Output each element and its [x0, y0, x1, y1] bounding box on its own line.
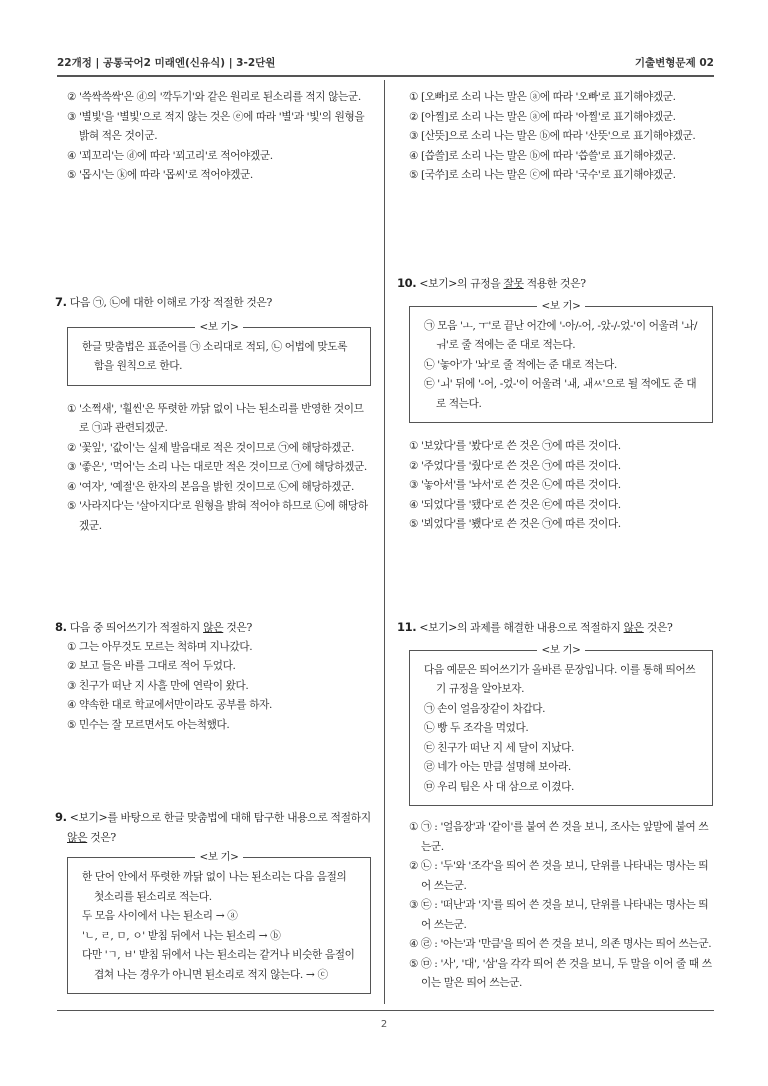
box-line: ㉢ 'ㅚ' 뒤에 '-어, -었-'이 어울려 'ㅙ, ㅙㅆ'으로 될 적에도 준 대로 적는다.: [424, 378, 697, 410]
example-box: [67, 851, 371, 994]
question-title: 9. <보기>를 바탕으로 한글 맞춤법에 대해 탐구한 내용으로 적절하지 않은 것은?: [55, 810, 371, 844]
question-8: [55, 618, 373, 735]
header-divider: [57, 75, 714, 77]
option[interactable]: ① '소쩍새', '훨씬'은 뚜렷한 까닭 없이 나는 된소리를 반영한 것이므로 ㉠과 관련되겠군.: [67, 402, 364, 434]
option[interactable]: ⑤ '뵈었다'를 '뵀다'로 쓴 것은 ㉠에 따른 것이다.: [409, 518, 621, 530]
option[interactable]: ① '보았다'를 '봤다'로 쓴 것은 ㉠에 따른 것이다.: [409, 440, 621, 452]
question-title: 8. 다음 중 띄어쓰기가 적절하지 않은 것은?: [55, 620, 252, 634]
option[interactable]: ① ㉠ : '얼음장'과 '같이'를 붙여 쓴 것을 보니, 조사는 앞말에 붙여 쓰는군.: [409, 821, 709, 853]
question-10: [397, 274, 715, 535]
box-line: ㉠ 손이 얼음장같이 차갑다.: [424, 702, 546, 715]
box-line: 'ㄴ, ㄹ, ㅁ, ㅇ' 받침 뒤에서 나는 된소리 → ⓑ: [82, 929, 281, 942]
box-line: ㉣ 네가 아는 만큼 설명해 보아라.: [424, 761, 571, 773]
option[interactable]: ② 보고 들은 바를 그대로 적어 두었다.: [67, 660, 236, 672]
option[interactable]: ④ 약속한 대로 학교에서만이라도 공부를 하자.: [67, 699, 272, 711]
options-list: [55, 400, 373, 537]
example-box-label: <보 기>: [537, 300, 584, 312]
option[interactable]: ⑤ 민수는 잘 모르면서도 아는척했다.: [67, 718, 230, 731]
question-title: 10. <보기>의 규정을 잘못 적용한 것은?: [397, 276, 586, 290]
example-box-label: <보 기>: [195, 851, 242, 863]
box-line: 다음 예문은 띄어쓰기가 올바른 문장입니다. 이를 통해 띄어쓰기 규정을 알아보자.: [424, 663, 696, 695]
box-line: 다만 'ㄱ, ㅂ' 받침 뒤에서 나는 된소리는 같거나 비슷한 음절이 겹쳐 나는 경우가 아니면 된소리로 적지 않는다. → ⓒ: [82, 949, 355, 981]
example-box: [67, 320, 371, 386]
footer-divider: [57, 1010, 714, 1011]
option[interactable]: ⑤ '몹시'는 ⓚ에 따라 '몹씨'로 적어야겠군.: [67, 169, 253, 181]
option[interactable]: ② '쓱싹쓱싹'은 ⓓ의 '깍두기'와 같은 원리로 된소리를 적지 않는군.: [67, 91, 361, 103]
options-list: [55, 638, 373, 736]
option[interactable]: ① [오빠]로 소리 나는 말은 ⓐ에 따라 '오빠'로 표기해야겠군.: [409, 91, 676, 103]
option[interactable]: ② '주었다'를 '줬다'로 쓴 것은 ㉠에 따른 것이다.: [409, 459, 621, 472]
question-9: [55, 808, 373, 994]
example-box: [409, 643, 713, 807]
header-course-info: 22개정 | 공통국어2 미래엔(신유식) | 3-2단원: [57, 57, 276, 69]
box-line: ㉡ 빵 두 조각을 먹었다.: [424, 722, 529, 734]
box-line: ㉢ 친구가 떠난 지 세 달이 지났다.: [424, 741, 574, 754]
option[interactable]: ③ '놓아서'를 '놔서'로 쓴 것은 ㉡에 따른 것이다.: [409, 479, 621, 491]
option[interactable]: ④ '꾀꼬리'는 ⓓ에 따라 '꾀고리'로 적어야겠군.: [67, 149, 273, 162]
option[interactable]: ① 그는 아무것도 모르는 척하며 지나갔다.: [67, 640, 253, 653]
option[interactable]: ④ [씁쓸]로 소리 나는 말은 ⓑ에 따라 '씁쓸'로 표기해야겠군.: [409, 149, 676, 162]
option[interactable]: ⑤ '사라지다'는 '살아지다'로 원형을 밝혀 적어야 하므로 ㉡에 해당하겠군.: [67, 500, 368, 532]
option[interactable]: ② [아찔]로 소리 나는 말은 ⓐ에 따라 '아찔'로 표기해야겠군.: [409, 110, 676, 123]
option[interactable]: ⑤ [국쑤]로 소리 나는 말은 ⓒ에 따라 '국수'로 표기해야겠군.: [409, 169, 676, 181]
options-list: [397, 818, 715, 994]
example-box-label: <보 기>: [537, 644, 584, 656]
box-line: ㉡ '놓아'가 '놔'로 줄 적에는 준 대로 적는다.: [424, 358, 617, 371]
option[interactable]: ③ '별빛'을 '별빛'으로 적지 않는 것은 ⓔ에 따라 '별'과 '빛'의 원형을 밝혀 적은 것이군.: [67, 110, 365, 142]
option[interactable]: ② ㉡ : '두'와 '조각'을 띄어 쓴 것을 보니, 단위를 나타내는 명사는 띄어 쓰는군.: [409, 860, 709, 892]
box-line: 두 모음 사이에서 나는 된소리 → ⓐ: [82, 910, 238, 922]
example-box: [409, 299, 713, 424]
column-divider: [384, 80, 385, 1004]
option[interactable]: ③ ㉢ : '떠난'과 '지'를 띄어 쓴 것을 보니, 단위를 나타내는 명사는 띄어 쓰는군.: [409, 899, 709, 931]
option[interactable]: ③ 친구가 떠난 지 사흘 만에 연락이 왔다.: [67, 679, 249, 692]
question-6-continued: [55, 88, 373, 186]
box-line: ㉤ 우리 팀은 사 대 삼으로 이겼다.: [424, 780, 574, 793]
page-header: [57, 55, 714, 75]
option[interactable]: ② '꽃잎', '값이'는 실제 발음대로 적은 것이므로 ㉠에 해당하겠군.: [67, 441, 354, 454]
question-9-options: [397, 88, 715, 186]
header-worksheet-title: 기출변형문제 02: [634, 57, 714, 69]
page-number: 2: [380, 1019, 388, 1030]
example-box-label: <보 기>: [195, 321, 242, 333]
option[interactable]: ③ '좋은', '먹어'는 소리 나는 대로만 적은 것이므로 ㉠에 해당하겠군.: [67, 461, 367, 473]
question-11: [397, 618, 715, 994]
option[interactable]: ④ '되었다'를 '됐다'로 쓴 것은 ㉢에 따른 것이다.: [409, 498, 621, 511]
option[interactable]: ④ ㉣ : '아는'과 '만큼'을 띄어 쓴 것을 보니, 의존 명사는 띄어 쓰는군.: [409, 938, 712, 950]
box-line: ㉠ 모음 'ㅗ, ㅜ'로 끝난 어간에 '-아/-어, -았-/-었-'이 어울려 'ㅘ/ㅝ'로 줄 적에는 준 대로 적는다.: [424, 319, 698, 351]
box-line: 한 단어 안에서 뚜렷한 까닭 없이 나는 된소리는 다음 음절의 첫소리를 된소리로 적는다.: [82, 871, 347, 903]
options-list: [397, 437, 715, 535]
option[interactable]: ④ '여자', '예절'은 한자의 본음을 밝힌 것이므로 ㉡에 해당하겠군.: [67, 480, 354, 493]
question-title: 11. <보기>의 과제를 해결한 내용으로 적절하지 않은 것은?: [397, 620, 673, 634]
box-line: 한글 맞춤법은 표준어를 ㉠ 소리대로 적되, ㉡ 어법에 맞도록 함을 원칙으로 한다.: [82, 340, 348, 372]
option[interactable]: ③ [산뜻]으로 소리 나는 말은 ⓑ에 따라 '산뜻'으로 표기해야겠군.: [409, 130, 696, 142]
question-7: [55, 293, 373, 536]
question-title: 7. 다음 ㉠, ㉡에 대한 이해로 가장 적절한 것은?: [55, 295, 272, 309]
option[interactable]: ⑤ ㉤ : '사', '대', '삼'을 각각 띄어 쓴 것을 보니, 두 말을 이어 줄 때 쓰이는 말은 띄어 쓰는군.: [409, 957, 712, 989]
